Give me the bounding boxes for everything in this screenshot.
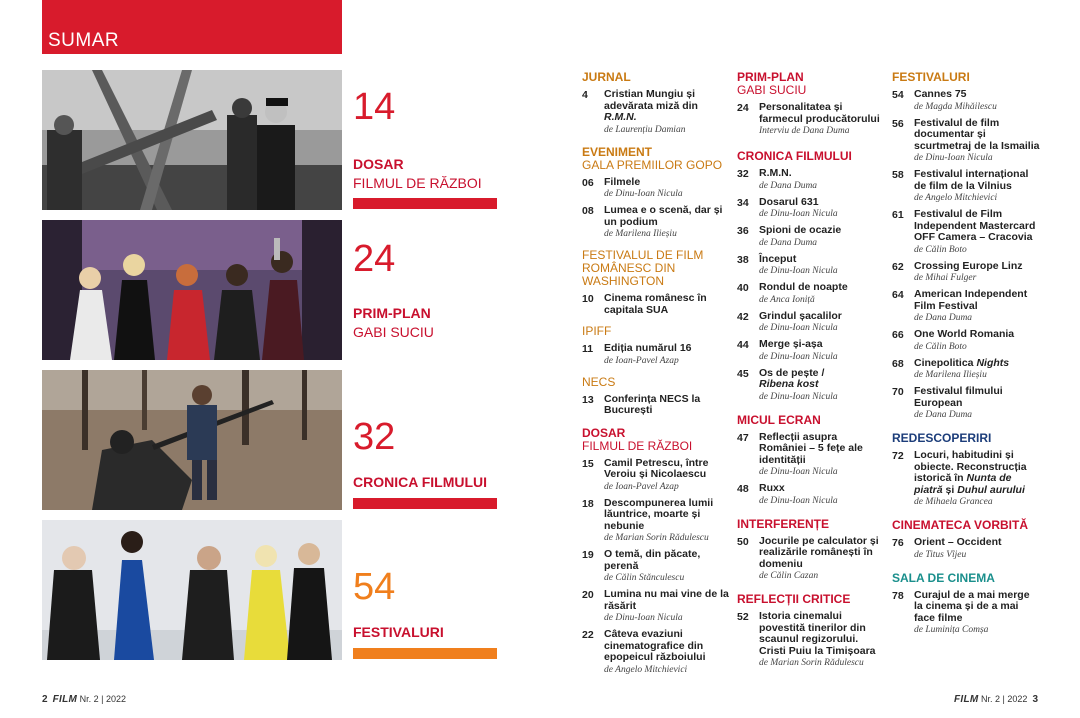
entry-title: Lumina nu mai vine de la răsărit [604,588,729,612]
entry-page-number: 56 [892,117,904,130]
toc-entry[interactable] [892,358,1040,382]
entry-author: de Dana Duma [759,237,818,248]
toc-entry[interactable] [892,261,1040,285]
section-subtitle: IPIFF [582,324,612,338]
entry-title: American Independent Film Festival [914,288,1028,312]
page-title: SUMAR [48,30,120,51]
section-title-dosar: DOSAR [582,425,626,440]
toc-entry[interactable] [892,89,1040,113]
toc-entry[interactable] [582,458,730,493]
toc-entry[interactable] [582,589,730,624]
feature-subtitle: GABI SUCIU [353,324,434,340]
entry-author: de Dinu-Ioan Nicula [759,467,838,477]
footer-right [954,694,1038,705]
feature-number: 32 [353,416,396,458]
entry-author: de Călin Boto [914,244,967,255]
photo-festival-stage [42,520,342,660]
entry-author: de Marilena Ilieșiu [604,229,677,239]
entry-author: de Angelo Mitchievici [914,193,998,203]
toc-entry[interactable] [737,483,885,507]
entry-title: Câteva evaziuni cinematografice din epopeicul războiului [604,628,706,663]
magazine-logo: FILM [954,694,979,705]
entry-author: de Angelo Mitchievici [604,664,688,675]
entry-author: de Dinu-Ioan Nicula [759,351,838,362]
entry-author: de Dinu-Ioan Nicula [759,323,838,333]
entry-title: Os de pește / Ribena kost [759,366,825,390]
feature-bar [353,648,497,659]
section-title-jurnal: JURNAL [582,70,631,84]
section-title-redescoperiri: REDESCOPERIRI [892,431,992,445]
entry-author: de Dinu-Ioan Nicula [604,613,683,623]
entry-page-number: 52 [737,611,749,623]
toc-entry[interactable] [737,311,885,335]
section-title-cronica: CRONICA FILMULUI [737,149,852,163]
entry-page-number: 13 [582,393,594,406]
entry-title: Cristian Mungiu și adevărata miză din R.M.N. [604,88,698,123]
entry-title: Conferința NECS la București [604,392,701,416]
entry-page-number: 58 [892,169,904,181]
toc-entry[interactable] [892,450,1040,508]
toc-entry[interactable] [737,339,885,363]
toc-entry[interactable] [892,209,1040,256]
entry-page-number: 68 [892,357,904,370]
entry-title: Grindul șacalilor [759,309,842,322]
entry-page-number: 42 [737,310,749,323]
feature-number: 24 [353,238,396,280]
entry-author: de Dana Duma [914,410,973,420]
toc-column-1 [582,70,730,676]
entry-author: de Luminița Comșa [914,625,989,635]
toc-entry[interactable] [582,549,730,584]
feature-number: 54 [353,566,396,608]
entry-author: de Dana Duma [914,313,973,323]
entry-author: de Mihaela Grancea [914,497,993,507]
entry-author: de Călin Cazan [759,571,819,581]
toc-entry[interactable] [582,293,730,316]
entry-author: de Mihai Fulger [914,273,977,283]
entry-title: Festivalul filmului European [914,385,1003,409]
entry-author: de Ioan-Pavel Azap [604,355,679,366]
page-number-left: 2 [42,694,48,705]
entry-title: One World Romania [914,328,1015,340]
entry-author: de Dinu-Ioan Nicula [759,391,838,402]
entry-author: de Dinu-Ioan Nicula [914,153,993,163]
toc-entry[interactable] [582,89,730,136]
photo-war-film [42,70,342,210]
entry-author: Interviu de Dana Duma [759,126,850,136]
entry-page-number: 44 [737,339,749,351]
entry-title: Cannes 75 [914,88,967,100]
entry-title: Merge și-așa [759,338,823,350]
section-title-festivaluri: FESTIVALURI [892,70,970,84]
section-title-interferente: INTERFERENȚE [737,516,830,531]
entry-title: Jocurile pe calculator și realizările românești în domeniu [759,534,879,570]
entry-title: Filmele [604,175,641,188]
entry-page-number: 48 [737,483,749,495]
entry-author: de Marian Sorin Rădulescu [604,533,709,543]
feature-subtitle: FILMUL DE RĂZBOI [353,175,482,191]
toc-entry[interactable] [737,197,885,221]
entry-title: Locuri, habitudini și obiecte. Reconstrucția istorică în Nunta de piatră și Duhul aurului [914,449,1027,496]
entry-title: Festivalul de Film Independent Mastercard OFF Camera – Cracovia [914,208,1036,243]
entry-title: Orient – Occident [914,536,1002,548]
section-subtitle: FILMUL DE RĂZBOI [582,438,693,453]
magazine-logo: FILM [52,694,78,705]
entry-author: de Anca Ioniță [759,294,815,305]
section-title-sala-de-cinema: SALA DE CINEMA [892,570,995,585]
entry-page-number: 70 [892,386,904,398]
entry-title: Spioni de ocazie [759,224,842,236]
entry-page-number: 32 [737,168,749,180]
section-subtitle: GABI SUCIU [737,83,807,97]
feature-number: 14 [353,86,396,128]
section-title-micul-ecran: MICUL ECRAN [737,412,821,427]
issue-label: Nr. 2 | 2022 [981,694,1028,704]
entry-title: Început [759,252,797,265]
toc-entry[interactable] [892,537,1040,561]
issue-label: Nr. 2 | 2022 [79,694,126,704]
toc-entry[interactable] [737,254,885,278]
entry-page-number: 38 [737,253,749,266]
entry-page-number: 24 [737,102,749,114]
section-title-primplan: PRIM-PLAN [737,70,804,84]
footer-left [42,694,126,705]
entry-page-number: 06 [582,176,594,189]
toc-entry[interactable] [737,168,885,192]
section-title-reflectii: REFLECȚII CRITICE [737,592,851,606]
entry-page-number: 61 [892,209,904,221]
toc-column-3 [892,70,1040,636]
section-title-cinemateca: CINEMATECA VORBITĂ [892,518,1028,532]
toc-entry[interactable] [737,282,885,306]
toc-entry[interactable] [582,343,730,367]
entry-title: Istoria cinemalui povestită tinerilor din scaunul regizorului. Cristi Puiu la Timișoara [759,610,876,657]
toc-entry[interactable] [737,225,885,249]
entry-page-number: 54 [892,89,904,101]
entry-author: de Dinu-Ioan Nicula [759,266,838,276]
entry-author: de Dinu-Ioan Nicula [759,495,838,506]
entry-page-number: 11 [582,343,594,355]
entry-author: de Dinu-Ioan Nicula [759,209,838,219]
entry-title: Reflecții asupra României – 5 fețe ale identității [759,430,863,466]
entry-page-number: 66 [892,329,904,341]
entry-author: de Marian Sorin Rădulescu [759,658,864,668]
toc-entry[interactable] [737,368,885,403]
toc-entry[interactable] [582,498,730,545]
entry-page-number: 62 [892,260,904,273]
entry-page-number: 10 [582,293,594,305]
feature-kicker: CRONICA FILMULUI [353,474,488,490]
entry-title: Lumea e o scenă, dar și un podium [604,204,723,228]
entry-author: de Dana Duma [759,180,818,191]
feature-kicker: PRIM-PLAN [353,305,431,321]
entry-page-number: 40 [737,282,749,294]
section-subtitle: FESTIVALUL DE FILM ROMÂNESC DIN WASHINGTON [582,248,704,288]
entry-page-number: 18 [582,497,594,510]
entry-page-number: 34 [737,196,749,209]
feature-bar [353,198,497,209]
entry-page-number: 76 [892,537,904,549]
entry-page-number: 08 [582,205,594,217]
toc-entry[interactable] [892,118,1040,165]
entry-page-number: 15 [582,457,594,470]
entry-page-number: 72 [892,450,904,462]
entry-page-number: 20 [582,589,594,601]
toc-entry[interactable] [582,205,730,240]
entry-title: Ediția numărul 16 [604,342,692,354]
toc-entry[interactable] [582,394,730,417]
toc-entry[interactable] [892,590,1040,637]
entry-author: de Laurențiu Damian [604,124,686,135]
entry-page-number: 78 [892,589,904,602]
entry-author: de Ioan-Pavel Azap [604,481,679,492]
entry-author: de Dinu-Ioan Nicula [604,189,683,199]
page-number-right: 3 [1032,694,1038,705]
toc-entry[interactable] [737,536,885,583]
toc-entry[interactable] [892,169,1040,204]
entry-title: Festivalul de film documentar și scurtmetraj de la Ismailia [914,116,1040,152]
entry-title: Camil Petrescu, între Veroiu și Nicolaescu [604,456,709,480]
entry-author: de Călin Stănculescu [604,573,685,583]
section-title-eveniment: EVENIMENT [582,144,653,159]
entry-page-number: 36 [737,225,749,237]
entry-title: Cinema românesc în capitala SUA [604,292,707,316]
entry-author: de Magda Mihăilescu [914,101,997,112]
photo-gopo-gala [42,220,342,360]
feature-kicker: DOSAR [353,156,404,172]
toc-entry[interactable] [892,386,1040,421]
entry-page-number: 64 [892,289,904,301]
entry-title: Personalitatea și farmecul producătorului [759,101,880,125]
entry-title: Rondul de noapte [759,281,848,293]
feature-kicker: FESTIVALURI [353,624,444,640]
entry-title: Descompunerea lumii lăuntrice, moarte și nebunie [604,496,714,532]
entry-author: de Titus Vîjeu [914,549,967,560]
entry-title: Cinepolitica Nights [914,356,1010,369]
entry-title: Crossing Europe Linz [914,259,1023,272]
entry-title: Festivalul internațional de film de la Vilnius [914,168,1029,192]
entry-title: R.M.N. [759,167,792,179]
entry-author: de Călin Boto [914,341,967,352]
photo-forest-scene [42,370,342,510]
entry-page-number: 22 [582,629,594,641]
entry-page-number: 47 [737,431,749,444]
entry-title: Curajul de a mai merge la cinema și de a mai face filme [914,588,1030,624]
entry-title: Ruxx [759,482,785,494]
toc-entry[interactable] [737,611,885,669]
toc-entry[interactable] [737,432,885,479]
entry-title: Dosarul 631 [759,195,819,208]
toc-entry[interactable] [892,329,1040,353]
toc-column-2 [737,70,885,669]
entry-page-number: 45 [737,367,749,380]
section-subtitle: NECS [582,374,616,389]
entry-title: O temă, din păcate, perenă [604,548,701,572]
section-subtitle: GALA PREMIILOR GOPO [582,157,723,172]
toc-entry[interactable] [892,289,1040,324]
entry-page-number: 19 [582,549,594,561]
entry-page-number: 4 [582,89,588,101]
toc-entry[interactable] [737,102,885,137]
entry-page-number: 50 [737,535,749,548]
entry-author: de Marilena Ilieșiu [914,370,987,380]
toc-entry[interactable] [582,629,730,676]
toc-entry[interactable] [582,177,730,201]
feature-bar [353,498,497,509]
